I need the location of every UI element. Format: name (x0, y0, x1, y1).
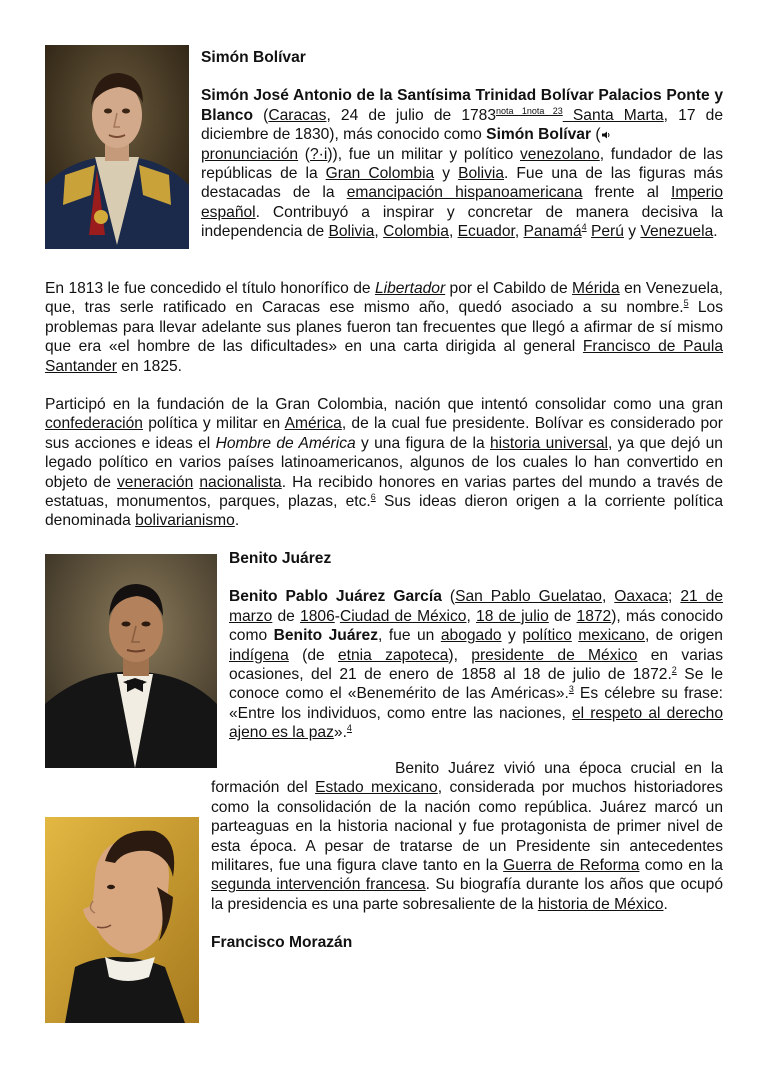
link-segunda-intervencion[interactable]: segunda intervención francesa (211, 876, 426, 894)
link-caracas[interactable]: Caracas (268, 106, 327, 124)
bolivar-intro (201, 48, 723, 242)
ref-2[interactable]: 2 (671, 665, 677, 676)
link-gran-colombia[interactable]: Gran Colombia (325, 165, 435, 183)
juarez-heading: Benito Juárez (229, 550, 332, 567)
link-venezolano[interactable]: venezolano (519, 145, 600, 163)
link-imperio-espanol[interactable]: Imperio español (201, 184, 723, 221)
link-historia-de-mexico[interactable]: historia de México (537, 895, 664, 913)
link-bolivia[interactable]: Bolivia (458, 165, 505, 183)
link-presidente[interactable]: presidente de México (471, 646, 638, 664)
ref-5[interactable]: 5 (683, 298, 689, 309)
link-veneracion[interactable]: veneración (116, 473, 194, 491)
ref-4[interactable]: 4 (581, 222, 587, 233)
hombre-de-america: Hombre de América (215, 434, 356, 452)
link-ciudad-de-mexico[interactable]: Ciudad de México (339, 607, 467, 625)
link-america[interactable]: América (284, 415, 342, 433)
link-1806[interactable]: 1806 (300, 607, 335, 625)
juarez-intro (229, 549, 723, 743)
juarez-paragraph-2: Benito Juárez vivió una época crucial en la formación del Estado mexicano, considerada por muchos historiadores como la consolidación de la nación como república. Juárez marcó un parteaguas en la historia nacional y fue protagonista de primer nivel de esta época. A pesar de tratarse de un Presidente sin antecedentes militares, fue una figura clave tanto en la Guerra de Reforma como en la segunda intervención francesa. Su biografía durante los años que ocupó la presidencia es una parte sobresaliente de la historia de México. (211, 760, 723, 913)
juarez-paragraph-1: Benito Pablo Juárez García (San Pablo Guelatao, Oaxaca; 21 de marzo de 1806-Ciudad de México, 18 de julio de 1872), más conocido como Benito Juárez, fue un abogado y político mexicano, de origen indígena (de etnia zapoteca), presidente de México en varias ocasiones, del 21 de enero de 1858 al 18 de julio de 1872.$^2$ Se le conoce como el «Benemérito de las Américas».$^3$ Es célebre su frase: «Entre los individuos, como entre las naciones, el respeto al derecho ajeno es la paz».$^4$ (229, 588, 724, 742)
link-oaxaca[interactable]: Oaxaca (614, 588, 669, 606)
link-etnia-zapoteca[interactable]: etnia zapoteca (338, 646, 449, 664)
link-pronunciacion[interactable]: pronunciación (201, 145, 299, 163)
link-abogado[interactable]: abogado (440, 627, 502, 645)
morazan-heading: Francisco Morazán (211, 934, 353, 952)
link-guerra-de-reforma[interactable]: Guerra de Reforma (503, 857, 640, 875)
link-colombia[interactable]: Colombia (383, 223, 449, 241)
link-audio-info[interactable]: ?·i (310, 145, 328, 163)
link-confederacion[interactable]: confederación (45, 415, 143, 433)
morazan-portrait (45, 817, 211, 1081)
ref-6[interactable]: 6 (370, 492, 376, 503)
link-historia-universal[interactable]: historia universal (489, 434, 608, 452)
link-politico[interactable]: político (522, 627, 572, 645)
bolivar-paragraph-3: Participó en la fundación de la Gran Colombia, nación que intentó consolidar como una gran confederación política y militar en América, de la cual fue presidente. Bolívar es considerado por sus acciones e ideas el Hombre de América y una figura de la historia universal, ya que dejó un legado político en varios países latinoamericanos, algunos de los cuales lo han convertido en objeto de veneración nacionalista. Ha recibido honores en varias partes del mundo a través de estatuas, monumentos, parques, plazas, etc.$^6$ Sus ideas dieron origen a la corriente política denominada bolivarianismo. (45, 396, 724, 530)
link-guelatao[interactable]: San Pablo Guelatao (455, 588, 602, 606)
note-link[interactable]: nota 1nota 23 (496, 105, 563, 116)
link-ecuador[interactable]: Ecuador (457, 223, 515, 241)
link-santa-marta[interactable]: Santa Marta (572, 106, 664, 124)
bolivar-paragraph-1: Simón José Antonio de la Santísima Trinidad Bolívar Palacios Ponte y Blanco (Caracas, 24 de julio de $1783^{nota 1nota 23}$ Santa Marta, 17 de diciembre de 1830), más conocido como Simón Bolívar ( pronunciación (?·i)), fue un militar y político venezolano, fundador de las repúblicas de la Gran Colombia y Bolivia. Fue una de las figuras más destacadas de la emancipación hispanoamericana frente al Imperio español. Contribuyó a inspirar y concretar de manera decisiva la independencia de Bolivia, Colombia, Ecuador, Panamá$^4$ Perú y Venezuela. (201, 87, 723, 241)
ref-3[interactable]: 3 (568, 684, 574, 695)
bolivar-full-name: Simón José Antonio de la Santísima Trinidad Bolívar Palacios Ponte y Blanco (201, 87, 723, 124)
link-bolivarianismo[interactable]: bolivarianismo (135, 512, 235, 530)
link-venezuela[interactable]: Venezuela (640, 223, 714, 241)
link-18-julio[interactable]: 18 de julio (476, 607, 549, 625)
link-merida[interactable]: Mérida (572, 280, 620, 297)
link-mexicano[interactable]: mexicano (578, 627, 645, 645)
ref-4-juarez[interactable]: 4 (346, 723, 352, 734)
juarez-short-name: Benito Juárez (273, 627, 379, 645)
link-santander[interactable]: Francisco de Paula Santander (45, 338, 723, 375)
link-emancipacion[interactable]: emancipación hispanoamericana (346, 184, 583, 202)
juarez-full-name: Benito Pablo Juárez García (229, 588, 442, 606)
link-respeto[interactable]: el respeto al derecho ajeno es la paz (229, 704, 724, 742)
link-estado-mexicano[interactable]: Estado mexicano (315, 779, 438, 797)
link-panama[interactable]: Panamá (523, 223, 582, 241)
link-21-marzo[interactable]: 21 de marzo (229, 588, 723, 625)
link-indigena[interactable]: indígena (229, 646, 289, 664)
link-peru[interactable]: Perú (590, 223, 624, 241)
bolivar-portrait (45, 45, 189, 249)
juarez-portrait (45, 554, 217, 768)
link-nacionalista[interactable]: nacionalista (199, 473, 282, 491)
juarez-body (45, 759, 723, 1081)
bolivar-body (45, 279, 723, 531)
speaker-icon[interactable] (601, 130, 611, 140)
link-bolivia-2[interactable]: Bolivia (328, 223, 375, 241)
bolivar-short-name: Simón Bolívar (486, 126, 592, 144)
link-libertador[interactable]: Libertador (374, 280, 446, 297)
link-1872[interactable]: 1872 (576, 607, 612, 625)
bolivar-paragraph-2: En 1813 le fue concedido el título honorífico de Libertador por el Cabildo de Mérida en Venezuela, que, tras serle ratificado en Caracas ese mismo año, quedó asociado a su nombre.$^5$ Los problemas para llevar adelante sus planes fueron tan frecuentes que llegó a afirmar de sí mismo que era «el hombre de las dificultades» en una carta dirigida al general Francisco de Paula Santander en 1825. (45, 280, 723, 375)
bolivar-heading: Simón Bolívar (201, 49, 306, 66)
